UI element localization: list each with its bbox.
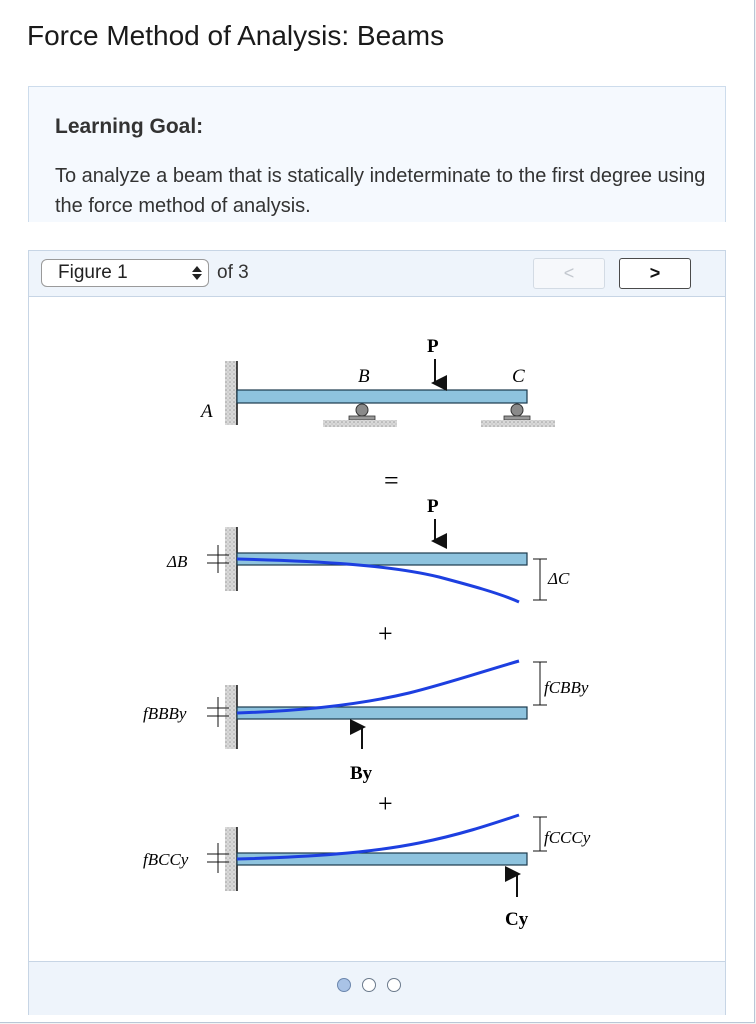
figure-toolbar — [29, 251, 725, 297]
label-p-top: P — [427, 336, 439, 357]
figure-count-text: of 3 — [217, 262, 249, 283]
next-figure-button[interactable] — [619, 258, 691, 289]
learning-goal-text: To analyze a beam that is statically indeterminate to the first degree using the force method of analysis. — [55, 165, 706, 217]
page-title: Force Method of Analysis: Beams — [27, 20, 445, 51]
wall-support — [225, 827, 237, 891]
wall-support — [225, 527, 237, 591]
pagination-dot-3[interactable] — [387, 978, 401, 992]
equals-sign: = — [384, 466, 399, 495]
beam — [237, 853, 527, 865]
learning-goal-box — [28, 86, 726, 222]
figure-pagination — [29, 961, 725, 1015]
label-delta-b: ΔB — [167, 552, 188, 571]
label-p-mid: P — [427, 496, 439, 517]
redundant-by-diagram — [143, 661, 589, 784]
plus-sign-2: + — [378, 789, 393, 818]
select-arrows-icon — [190, 265, 204, 281]
figure-select-value: Figure 1 — [58, 262, 128, 283]
chevron-right-icon: > — [649, 263, 661, 283]
label-b: B — [358, 366, 370, 387]
roller-support-c — [481, 404, 555, 427]
label-fcc-cy: fCCCy — [544, 828, 591, 847]
label-cy: Cy — [505, 909, 529, 930]
beam — [237, 390, 527, 403]
label-c: C — [512, 366, 525, 387]
beam — [237, 707, 527, 719]
label-a: A — [201, 401, 213, 422]
roller-support-b — [323, 404, 397, 427]
previous-figure-button[interactable] — [533, 258, 605, 289]
label-by: By — [350, 763, 373, 784]
wall-support — [225, 685, 237, 749]
pagination-dot-1[interactable] — [337, 978, 351, 992]
redundant-cy-diagram — [143, 815, 591, 930]
figure-select[interactable] — [41, 259, 209, 287]
wall-support-a — [225, 361, 237, 425]
plus-sign-1: + — [378, 619, 393, 648]
pagination-dot-2[interactable] — [362, 978, 376, 992]
chevron-left-icon: < — [563, 263, 575, 283]
primary-structure-diagram — [166, 496, 570, 602]
label-fbc-cy: fBCCy — [143, 850, 189, 869]
deflected-shape-curve — [237, 661, 519, 713]
beam-diagram — [29, 297, 725, 961]
figure-image — [29, 297, 725, 961]
figure-panel — [28, 250, 726, 1015]
label-fbb-by: fBBBy — [143, 704, 187, 723]
label-fcb-by: fCBBy — [544, 678, 589, 697]
learning-goal-heading: Learning Goal: — [55, 115, 204, 138]
label-delta-c: ΔC — [548, 569, 570, 588]
actual-beam-diagram — [199, 336, 555, 427]
